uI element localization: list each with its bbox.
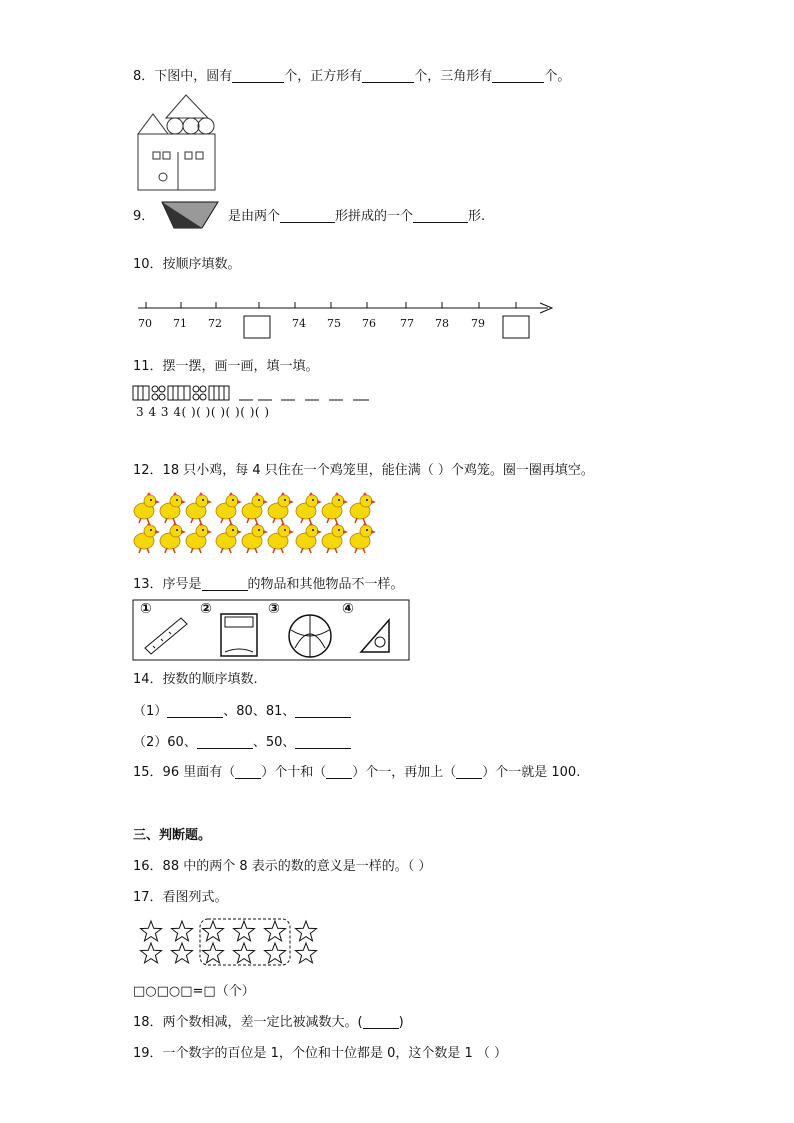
star-icon [172, 943, 193, 963]
label-4: ④ [342, 601, 354, 617]
chick-icon [268, 522, 294, 553]
star-icon [203, 943, 224, 963]
star-icon [141, 943, 162, 963]
tick-label-79: 79 [471, 317, 485, 330]
q14-blank-2[interactable] [295, 705, 351, 718]
chick-icon [216, 492, 242, 523]
q15-blank-2[interactable] [326, 766, 352, 779]
number-line-box-2[interactable] [503, 316, 529, 338]
q15-blank-3[interactable] [456, 766, 482, 779]
q13-line: 13．序号是 的物品和其他物品不一样。 [133, 577, 404, 592]
parallelogram-figure [160, 200, 220, 230]
label-1: ① [140, 601, 152, 617]
section-title: 三、判断题。 [133, 828, 212, 843]
chick-icon [322, 522, 348, 553]
chick-icon [216, 522, 242, 553]
chick-icon [242, 522, 268, 553]
star-icon [265, 943, 286, 963]
q13-blank[interactable] [202, 578, 248, 591]
tick-label-70: 70 [138, 317, 152, 330]
q8-blank-circles[interactable] [232, 70, 284, 83]
label-3: ③ [268, 601, 280, 617]
q14-title: 14．按数的顺序填数. [133, 672, 258, 687]
q10-title: 10．按顺序填数。 [133, 257, 241, 272]
star-icon [172, 921, 193, 941]
chick-icon [268, 492, 294, 523]
q8-house-figure [133, 92, 223, 192]
ball-icon [289, 615, 331, 657]
q19-text: 19．一个数字的百位是 1，个位和十位都是 0，这个数是 1 （ ） [133, 1046, 508, 1061]
star-icon [234, 921, 255, 941]
q9-blank-2[interactable] [413, 210, 468, 223]
q9-line: 9． [133, 209, 155, 224]
q14-row-2: （2）60、 、50、 [133, 736, 351, 749]
chick-icon [242, 492, 268, 523]
chick-icon [322, 492, 348, 523]
q14-row-1: （1） 、80、81、 [133, 705, 351, 718]
q12-text: 12．18 只小鸡，每 4 只住在一个鸡笼里，能住满（ ）个鸡笼。圈一圈再填空。 [133, 463, 594, 478]
q8-blank-triangles[interactable] [492, 70, 544, 83]
tick-label-74: 74 [292, 317, 306, 330]
bead-counters-figure [133, 384, 393, 406]
chick-icon [160, 522, 186, 553]
q18-blank[interactable] [363, 1016, 399, 1029]
tick-label-72: 72 [208, 317, 222, 330]
tick-label-75: 75 [327, 317, 341, 330]
tick-label-77: 77 [400, 317, 414, 330]
star-icon [141, 921, 162, 941]
chick-icon [160, 492, 186, 523]
q18-line: 18．两个数相减，差一定比被减数大。( ) [133, 1015, 404, 1030]
star-icon [234, 943, 255, 963]
book-icon [221, 614, 257, 656]
tick-label-71: 71 [173, 317, 187, 330]
q14-blank-1[interactable] [167, 705, 223, 718]
number-line-box-1[interactable] [244, 316, 270, 338]
q14-blank-3[interactable] [197, 736, 253, 749]
chicks-figure [130, 490, 390, 556]
q9-text: 是由两个 形拼成的一个 形. [228, 209, 486, 224]
tick-label-78: 78 [435, 317, 449, 330]
q11-title: 11．摆一摆，画一画，填一填。 [133, 359, 319, 374]
q15-blank-1[interactable] [235, 766, 261, 779]
number-line [138, 298, 558, 343]
q17-title: 17．看图列式。 [133, 890, 228, 905]
q14-blank-4[interactable] [295, 736, 351, 749]
q15-line: 15．96 里面有（ ）个十和（ ）个一，再加上（ ）个一就是 100. [133, 765, 581, 780]
stars-figure [138, 918, 323, 970]
chick-icon [296, 492, 322, 523]
chick-icon [296, 522, 322, 553]
ruler-icon [145, 618, 187, 654]
star-icon [265, 921, 286, 941]
chick-icon [134, 522, 160, 553]
q11-number-row: 3 4 3 4( )( )( )( )( )( ) [136, 405, 270, 419]
q9-blank-1[interactable] [280, 210, 335, 223]
chick-icon [134, 492, 160, 523]
chick-icon [186, 492, 212, 523]
star-icon [296, 921, 317, 941]
star-icon [203, 921, 224, 941]
chick-icon [350, 522, 376, 553]
label-2: ② [200, 601, 212, 617]
chick-icon [350, 492, 376, 523]
set-square-icon [361, 620, 389, 652]
q16-text: 16．88 中的两个 8 表示的数的意义是一样的。（ ） [133, 859, 432, 874]
star-icon [296, 943, 317, 963]
q8-blank-squares[interactable] [362, 70, 414, 83]
tick-label-76: 76 [362, 317, 376, 330]
chick-icon [186, 522, 212, 553]
q17-formula: □○□○□=□（个） [133, 984, 255, 999]
q8-line: 8．下图中，圆有 个，正方形有 个，三角形有 个。 [133, 69, 571, 84]
